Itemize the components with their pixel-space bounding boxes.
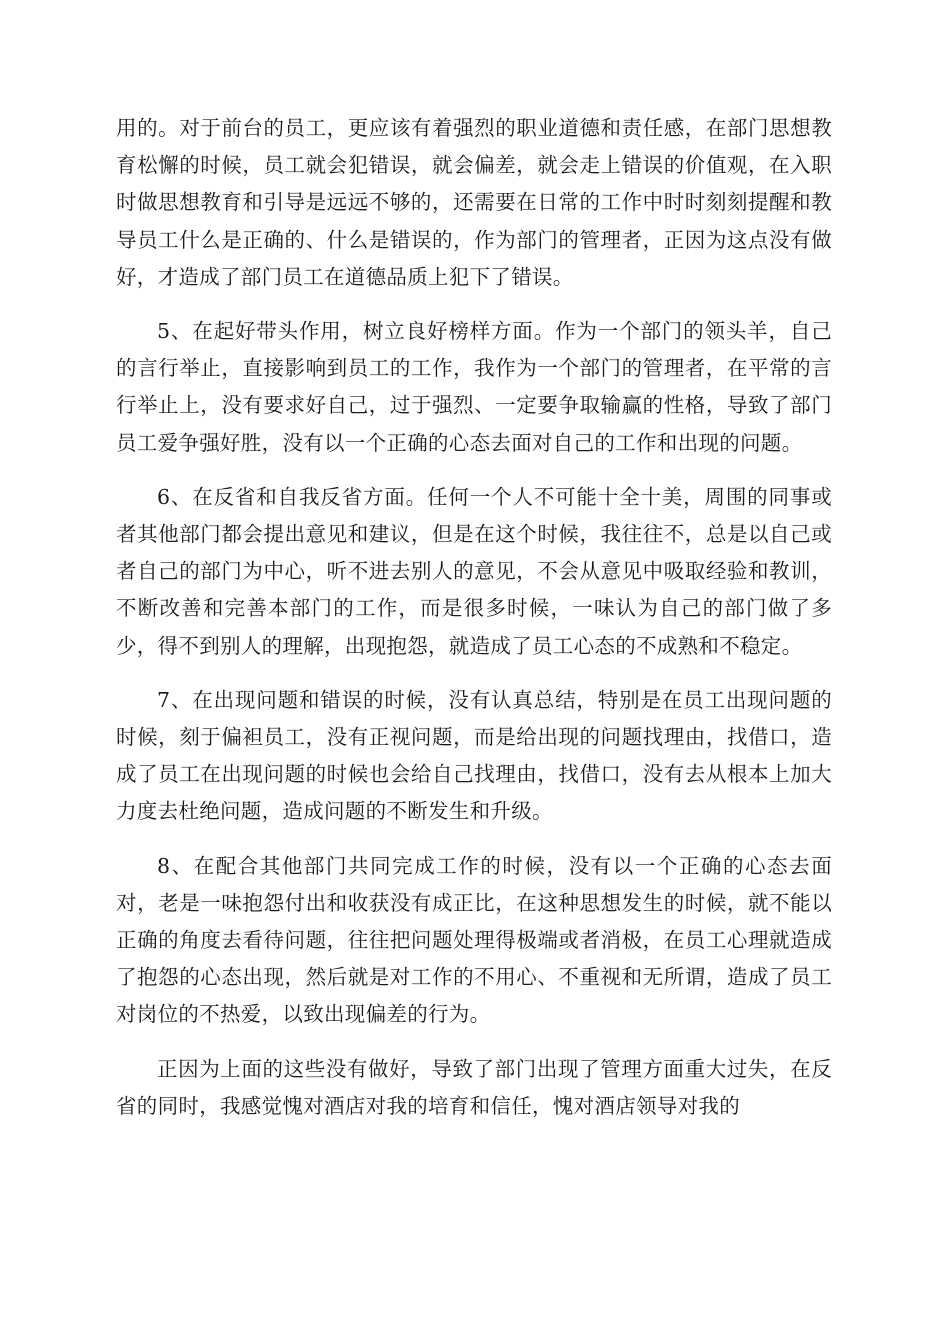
paragraph-item-8: 8、在配合其他部门共同完成工作的时候，没有以一个正确的心态去面对，老是一味抱怨付出和收获没有成正比，在这种思想发生的时候，就不能以正确的角度去看待问题，往往把问题处理得极端或者消极，在员工心理就造成了抱怨的心态出现，然后就是对工作的不用心、不重视和无所谓，造成了员工对岗位的不热爱，以致出现偏差的行为。 [116,853,832,1027]
paragraph-item-5: 5、在起好带头作用，树立良好榜样方面。作为一个部门的领头羊，自己的言行举止，直接影响到员工的工作，我作为一个部门的管理者，在平常的言行举止上，没有要求好自己，过于强烈、一定要争取输赢的性格，导致了部门员工爱争强好胜，没有以一个正确的心态去面对自己的工作和出现的问题。 [116,319,832,455]
paragraph-item-7: 7、在出现问题和错误的时候，没有认真总结，特别是在员工出现问题的时候，刻于偏袒员工，没有正视问题，而是给出现的问题找理由，找借口，造成了员工在出现问题的时候也会给自己找理由，找借口，没有去从根本上加大力度去杜绝问题，造成问题的不断发生和升级。 [116,687,832,824]
document-body [116,110,832,1142]
paragraph-continuation: 用的。对于前台的员工，更应该有着强烈的职业道德和责任感，在部门思想教育松懈的时候，员工就会犯错误，就会偏差，就会走上错误的价值观，在入职时做思想教育和引导是远远不够的，还需要在日常的工作中时时刻刻提醒和教导员工什么是正确的、什么是错误的，作为部门的管理者，正因为这点没有做好，才造成了部门员工在道德品质上犯下了错误。 [116,116,832,289]
paragraph-item-6: 6、在反省和自我反省方面。任何一个人不可能十全十美，周围的同事或者其他部门都会提出意见和建议，但是在这个时候，我往往不，总是以自己或者自己的部门为中心，听不进去别人的意见，不会从意见中吸取经验和教训，不断改善和完善本部门的工作，而是很多时候，一味认为自己的部门做了多少，得不到别人的理解，出现抱怨，就造成了员工心态的不成熟和不稳定。 [116,484,832,658]
paragraph-conclusion: 正因为上面的这些没有做好，导致了部门出现了管理方面重大过失，在反省的同时，我感觉愧对酒店对我的培育和信任，愧对酒店领导对我的 [116,1056,832,1118]
